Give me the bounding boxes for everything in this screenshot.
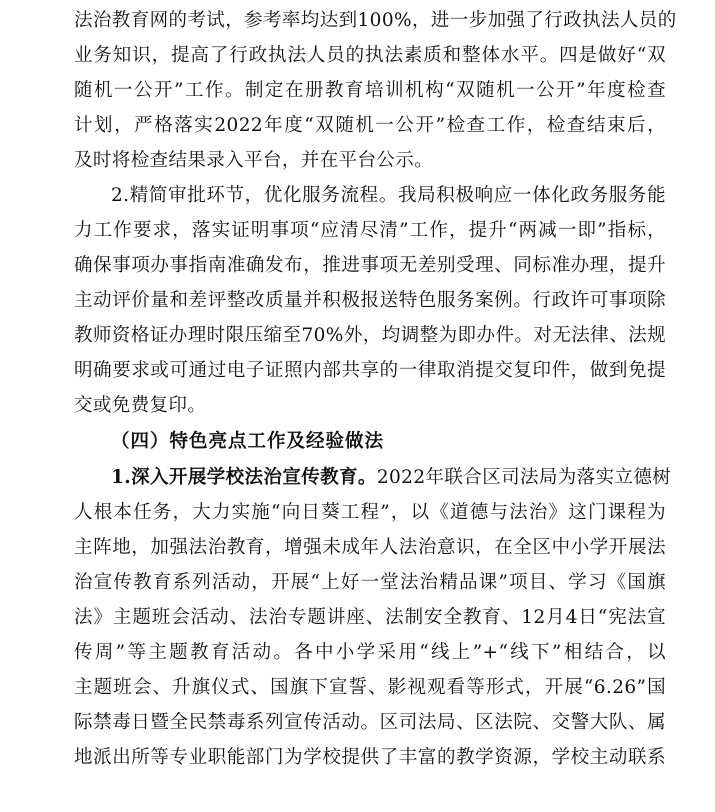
text-line: 业务知识，提高了行政执法人员的执法素质和整体水平。四是做好“双 xyxy=(74,45,666,66)
paragraph-lead-bold: 1.深入开展学校法治宣传教育。 xyxy=(111,467,377,488)
text-line: 力工作要求，落实证明事项“应清尽清”工作，提升“两减一即”指标， xyxy=(74,220,666,241)
paragraph-lead-text: 2022年联合区司法局为落实立德树 xyxy=(376,467,672,488)
text-line: 地派出所等专业职能部门为学校提供了丰富的教学资源，学校主动联系 xyxy=(74,747,666,768)
text-line: 法治教育网的考试，参考率均达到100%，进一步加强了行政执法人员的 xyxy=(74,10,677,31)
paragraph-start-line xyxy=(111,461,672,495)
text-line: 传周”等主题教育活动。各中小学采用“线上”+“线下”相结合，以 xyxy=(74,642,666,663)
text-line: 主题班会、升旗仪式、国旗下宣誓、影视观看等形式，开展“6.26”国 xyxy=(74,677,666,698)
text-line: 及时将检查结果录入平台，并在平台公示。 xyxy=(74,150,434,171)
text-line: 人根本任务，大力实施“向日葵工程”，以《道德与法治》这门课程为 xyxy=(74,502,666,523)
text-line: 随机一公开”工作。制定在册教育培训机构“双随机一公开”年度检查 xyxy=(74,80,666,101)
text-line: 明确要求或可通过电子证照内部共享的一律取消提交复印件，做到免提 xyxy=(74,360,666,381)
text-line: 治宣传教育系列活动，开展“上好一堂法治精品课”项目、学习《国旗 xyxy=(74,572,666,593)
text-line: 际禁毒日暨全民禁毒系列宣传活动。区司法局、区法院、交警大队、属 xyxy=(74,712,666,733)
text-line: 主动评价量和差评整改质量并积极报送特色服务案例。行政许可事项除 xyxy=(74,290,666,311)
text-line: 确保事项办事指南准确发布，推进事项无差别受理、同标准办理，提升 xyxy=(74,255,666,276)
text-line: 法》主题班会活动、法治专题讲座、法制安全教育、12月4日“宪法宣 xyxy=(74,607,666,628)
text-line: 交或免费复印。 xyxy=(74,395,207,416)
section-heading: （四）特色亮点工作及经验做法 xyxy=(111,431,385,452)
text-line: 教师资格证办理时限压缩至70%外，均调整为即办件。对无法律、法规 xyxy=(74,325,666,346)
text-line: 计划，严格落实2022年度“双随机一公开”检查工作，检查结束后， xyxy=(74,115,666,136)
text-line: 主阵地，加强法治教育，增强未成年人法治意识，在全区中小学开展法 xyxy=(74,537,666,558)
paragraph-start-line: 2.精简审批环节，优化服务流程。我局积极响应一体化政务服务能 xyxy=(111,185,666,206)
